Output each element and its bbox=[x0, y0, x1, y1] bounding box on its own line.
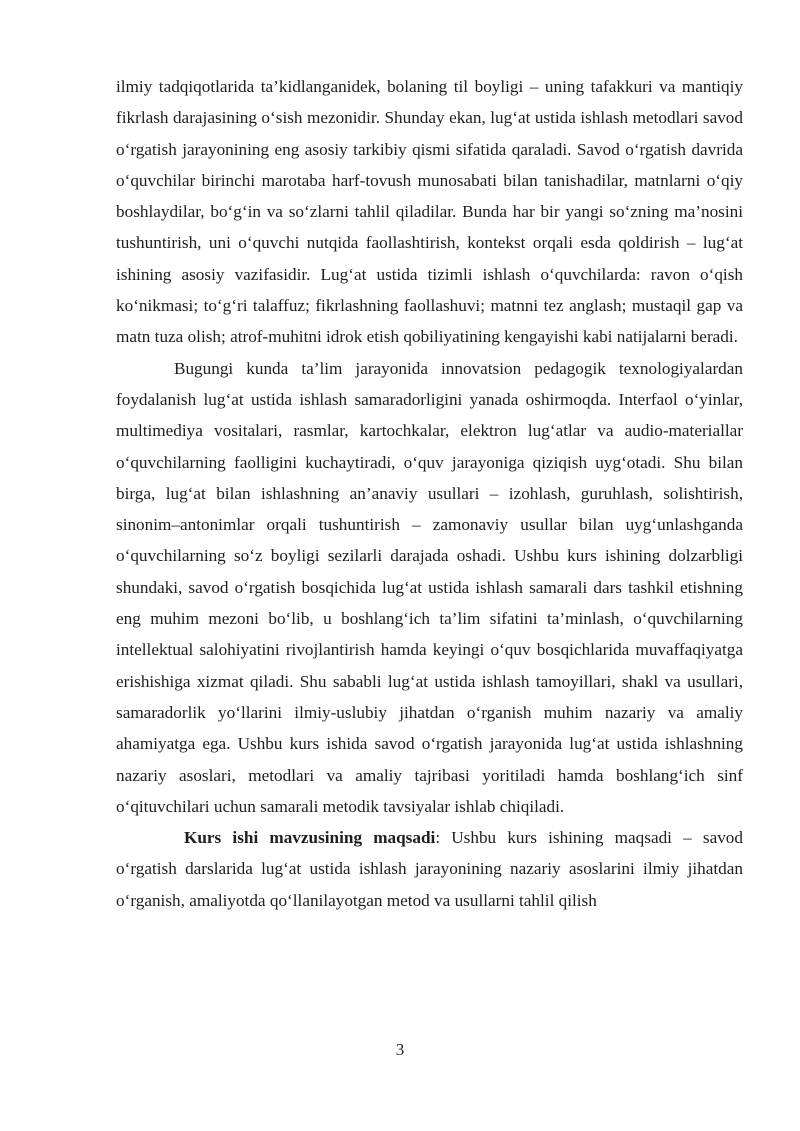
paragraph bbox=[116, 822, 743, 916]
document-body bbox=[116, 71, 743, 916]
page-number: 3 bbox=[395, 1040, 405, 1059]
paragraph-heading: Kurs ishi mavzusining maqsadi bbox=[184, 828, 436, 848]
paragraph-text: : Ushbu kurs ishining maqsadi – savod o‘rgatish darslarida lug‘at ustida ishlash jarayonining nazariy asoslarini ilmiy jihatdan o‘rganish, amaliyotda qo‘llanilayotgan metod va usullarni tahlil qilish bbox=[116, 828, 743, 910]
paragraph: ilmiy tadqiqotlarida ta’kidlanganidek, bolaning til boyligi – uning tafakkuri va mantiqiy fikrlash darajasining o‘sish mezonidir. Shunday ekan, lug‘at ustida ishlash metodlari savod o‘rgatish jarayonining eng asosiy tarkibiy qismi sifatida qaraladi. Savod o‘rgatish davrida o‘quvchilar birinchi marotaba harf-tovush munosabati bilan tanishadilar, matnlarni o‘qiy boshlaydilar, bo‘g‘in va so‘zlarni tahlil qiladilar. Bunda har bir yangi so‘zning ma’nosini tushuntirish, uni o‘quvchi nutqida faollashtirish, kontekst orqali esda qoldirish – lug‘at ishining asosiy vazifasidir. Lug‘at ustida tizimli ishlash o‘quvchilarda: ravon o‘qish ko‘nikmasi; to‘g‘ri talaffuz; fikrlashning faollashuvi; matnni tez anglash; mustaqil gap va matn tuza olish; atrof-muhitni idrok etish qobiliyatining kengayishi kabi natijalarni beradi. bbox=[116, 77, 743, 347]
paragraph: Bugungi kunda ta’lim jarayonida innovatsion pedagogik texnologiyalardan foydalanish lug‘at ustida ishlash samaradorligini yanada oshirmoqda. Interfaol o‘yinlar, multimediya vositalari, rasmlar, kartochkalar, elektron lug‘atlar va audio-materiallar o‘quvchilarning faolligini kuchaytiradi, o‘quv jarayoniga qiziqish uyg‘otadi. Shu bilan birga, lug‘at bilan ishlashning an’anaviy usullari – izohlash, guruhlash, solishtirish, sinonim–antonimlar orqali tushuntirish – zamonaviy usullar bilan uyg‘unlashganda o‘quvchilarning so‘z boyligi sezilarli darajada oshadi. Ushbu kurs ishining dolzarbligi shundaki, savod o‘rgatish bosqichida lug‘at ustida ishlash samarali dars tashkil etishning eng muhim mezoni bo‘lib, u boshlang‘ich ta’lim sifatini ta’minlash, o‘quvchilarning intellektual salohiyatini rivojlantirish hamda keyingi o‘quv bosqichlarida muvaffaqiyatga erishishiga xizmat qiladi. Shu sababli lug‘at ustida ishlash tamoyillari, shakl va usullari, samaradorlik yo‘llarini ilmiy-uslubiy jihatdan o‘rganish muhim nazariy va amaliy ahamiyatga ega. Ushbu kurs ishida savod o‘rgatish jarayonida lug‘at ustida ishlashning nazariy asoslari, metodlari va amaliy tajribasi yoritiladi hamda boshlang‘ich sinf o‘qituvchilari uchun samarali metodik tavsiyalar ishlab chiqiladi. bbox=[116, 358, 743, 816]
